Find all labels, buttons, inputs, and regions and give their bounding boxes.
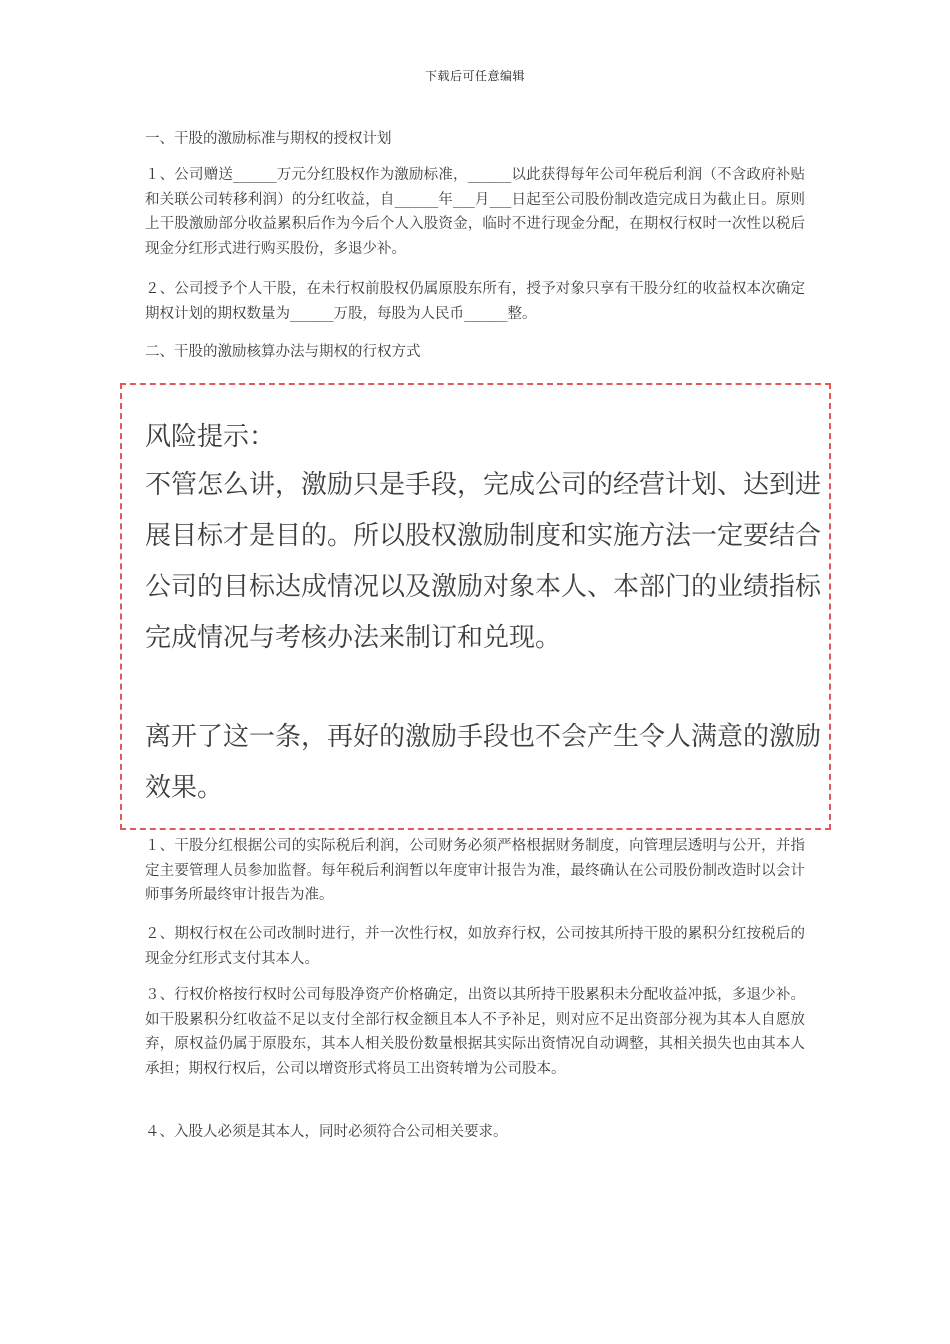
risk-notice-title: 风险提示：: [145, 422, 276, 452]
page-header: 下载后可任意编辑: [424, 69, 525, 83]
section-2-heading: 二、干股的激励核算办法与期权的行权方式: [145, 344, 421, 360]
section-1-paragraph-2: ２、公司授予个人干股，在未行权前股权仍属原股东所有，授予对象只享有干股分红的收益权本次确定期权计划的期权数量为______万股，每股为人民币______整。: [145, 281, 805, 322]
section-1-paragraph-1: １、公司赠送______万元分红股权作为激励标准，______以此获得每年公司年税后利润（不含政府补贴和关联公司转移利润）的分红收益，自______年___月___日起至公司股份制改造完成日为截止日。原则上干股激励部分收益累积后作为今后个人入股资金，临时不进行现金分配，在期权行权时一次性以税后现金分红形式进行购买股份，多退少补。: [145, 167, 805, 257]
section-2-paragraph-1: １、干股分红根据公司的实际税后利润，公司财务必须严格根据财务制度，向管理层透明与公开，并指定主要管理人员参加监督。每年税后利润暂以年度审计报告为准，最终确认在公司股份制改造时以会计师事务所最终审计报告为准。: [145, 838, 805, 903]
risk-notice-body: 不管怎么讲，激励只是手段，完成公司的经营计划、达到进展目标才是目的。所以股权激励制度和实施方法一定要结合公司的目标达成情况以及激励对象本人、本部门的业绩指标完成情况与考核办法来制订和兑现。: [145, 470, 822, 653]
section-2-paragraph-3: ３、行权价格按行权时公司每股净资产价格确定，出资以其所持干股累积未分配收益冲抵，多退少补。如干股累积分红收益不足以支付全部行权金额且本人不予补足，则对应不足出资部分视为其本人自愿放弃，原权益仍属于原股东，其本人相关股份数量根据其实际出资情况自动调整，其相关损失也由其本人承担；期权行权后，公司以增资形式将员工出资转增为公司股本。: [145, 987, 805, 1077]
section-1-heading: 一、干股的激励标准与期权的授权计划: [145, 131, 392, 147]
risk-notice-body-2: 离开了这一条，再好的激励手段也不会产生令人满意的激励效果。: [145, 722, 822, 803]
section-2-paragraph-2: ２、期权行权在公司改制时进行，并一次性行权，如放弃行权，公司按其所持干股的累积分红按税后的现金分红形式支付其本人。: [145, 926, 805, 967]
section-2-paragraph-4: ４、入股人必须是其本人，同时必须符合公司相关要求。: [145, 1124, 508, 1140]
